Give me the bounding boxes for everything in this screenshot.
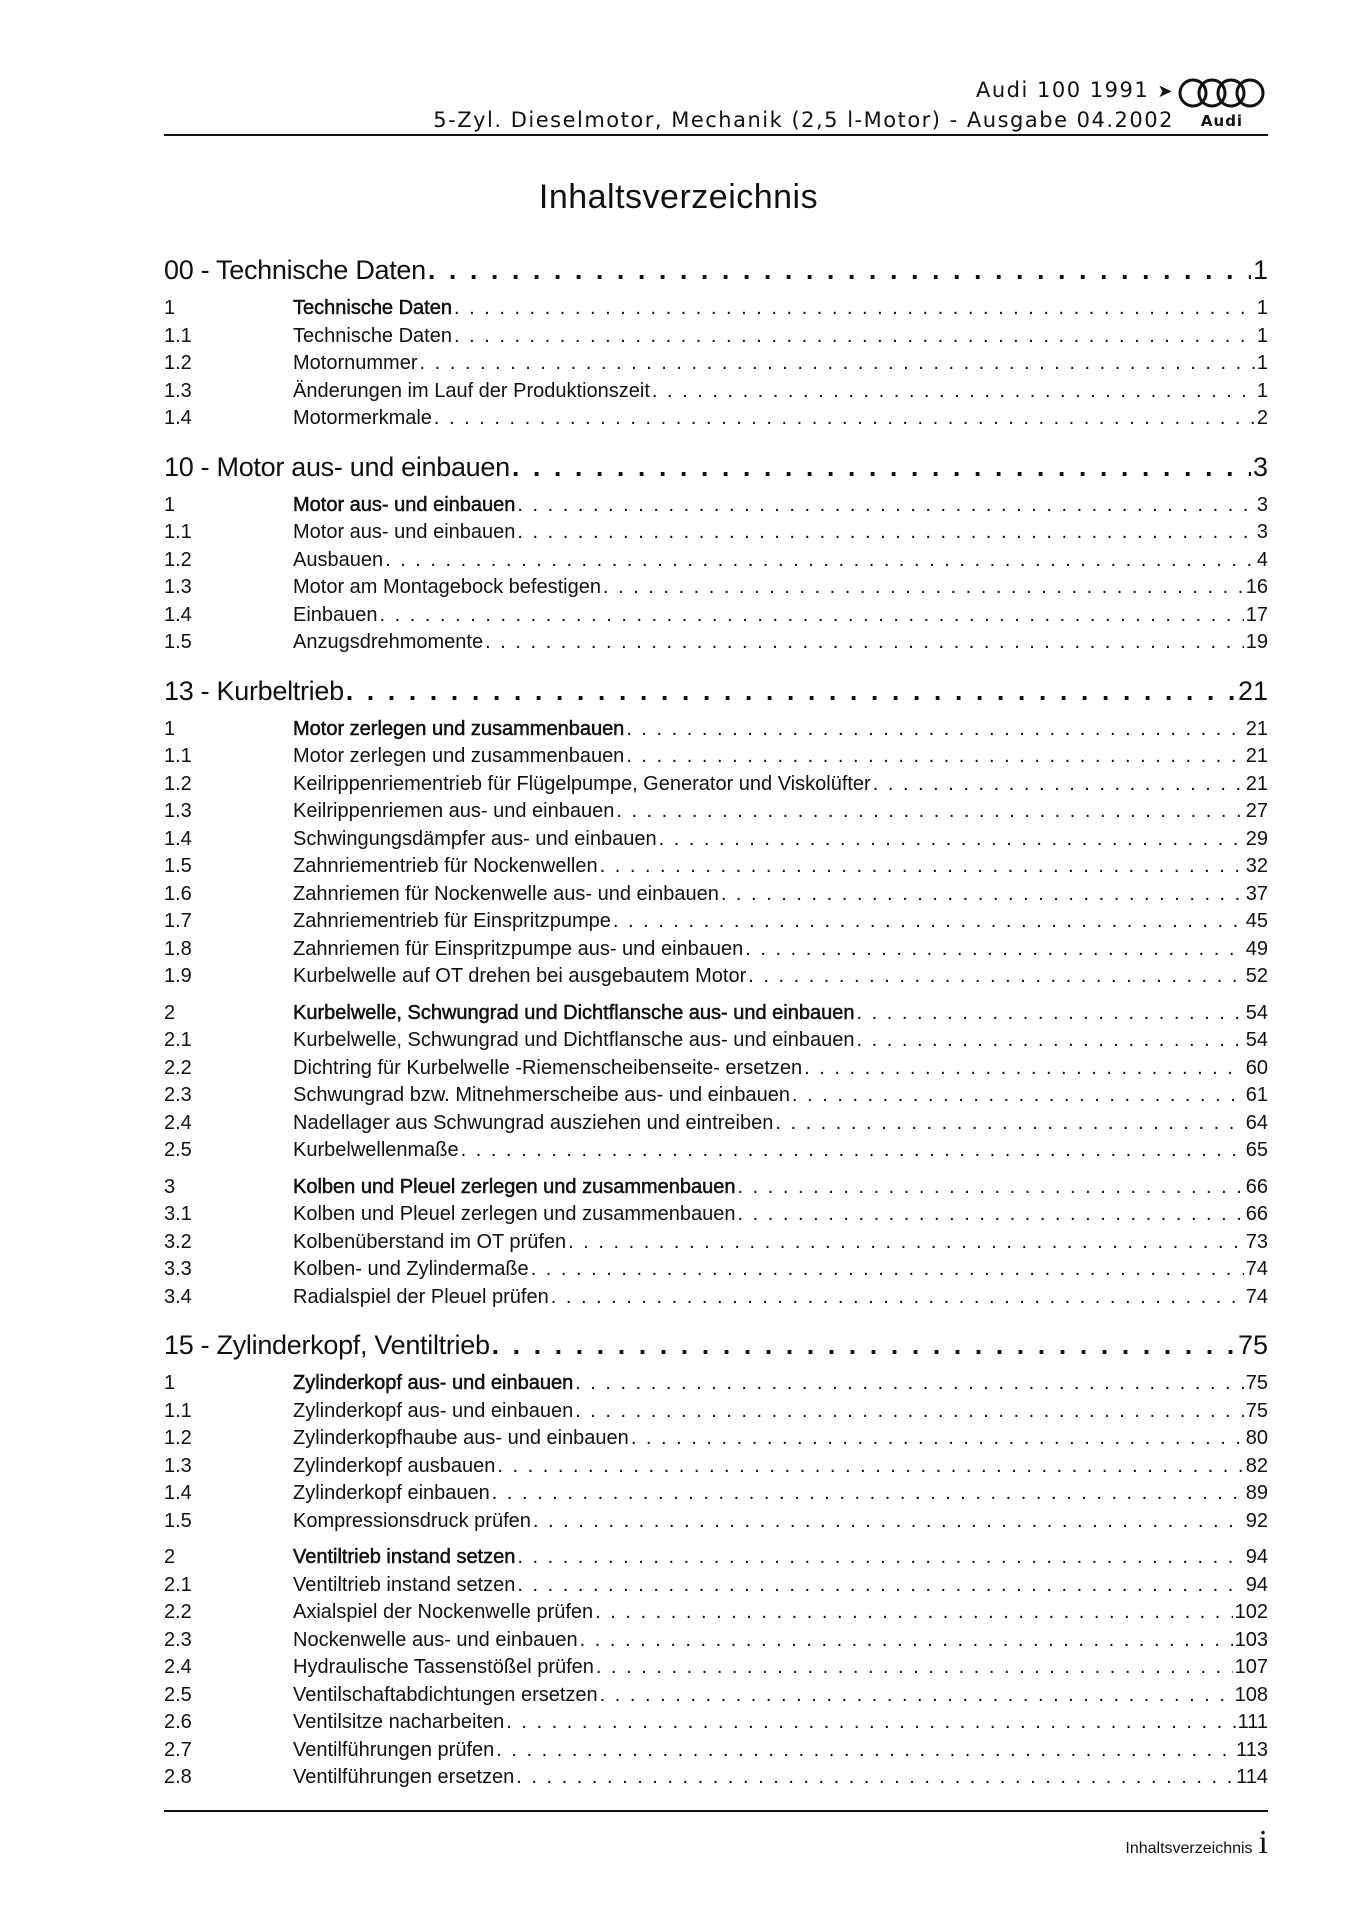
entry-title: Zylinderkopf einbauen: [293, 1482, 490, 1504]
entry-number: 2.5: [164, 1683, 192, 1706]
entry-number: 3.3: [164, 1258, 192, 1280]
toc-item[interactable]: [164, 629, 1268, 657]
entry-title: Kurbelwelle auf OT drehen bei ausgebautem Motor: [293, 965, 747, 987]
dot-leader: [461, 1137, 1244, 1165]
entry-page: 52: [1245, 965, 1268, 987]
entry-page: 3: [1256, 521, 1268, 543]
entry-page: 108: [1234, 1683, 1268, 1706]
toc-item[interactable]: [164, 1627, 1268, 1655]
toc-section-heading[interactable]: [164, 492, 1268, 520]
entry-number: 1.1: [164, 324, 192, 347]
entry-number: 3: [164, 1175, 176, 1198]
toc-section: [164, 1370, 1268, 1535]
entry-page: 54: [1245, 1001, 1268, 1024]
toc-item[interactable]: [164, 1425, 1268, 1453]
audi-logo: [1176, 78, 1268, 134]
entry-page: 60: [1245, 1056, 1268, 1079]
toc-item[interactable]: [164, 1137, 1268, 1165]
dot-leader: [485, 629, 1244, 657]
entry-title: Kolbenüberstand im OT prüfen: [293, 1230, 567, 1253]
dot-leader: [596, 1654, 1233, 1682]
entry-title: Kolben- und Zylindermaße: [293, 1258, 529, 1280]
entry-number: 1.3: [164, 1454, 192, 1477]
entry-number: 1.5: [164, 631, 192, 653]
toc-item[interactable]: [164, 602, 1268, 630]
entry-title: Ventilschaftabdichtungen ersetzen: [293, 1683, 598, 1706]
entry-title: Zahnriementrieb für Einspritzpumpe: [293, 910, 611, 932]
entry-page: 113: [1236, 1738, 1268, 1761]
entry-number: 2.7: [164, 1738, 192, 1761]
entry-number: 2.8: [164, 1766, 192, 1788]
dot-leader: [385, 547, 1255, 575]
entry-page: 80: [1245, 1427, 1268, 1449]
entry-title: Keilrippenriementrieb für Flügelpumpe, Generator und Viskolüfter: [293, 772, 871, 795]
toc-chapter: [164, 1325, 1268, 1792]
entry-number: 1.5: [164, 855, 192, 877]
dot-leader: [659, 826, 1244, 854]
dot-leader: [595, 1599, 1232, 1627]
entry-title: Kolben und Pleuel zerlegen und zusammenbauen: [293, 1175, 736, 1198]
entry-page: 65: [1245, 1139, 1268, 1161]
dot-leader: [748, 963, 1244, 991]
toc-section: [164, 716, 1268, 991]
toc-chapter: [164, 250, 1268, 433]
entry-title: Ventilsitze nacharbeiten: [293, 1711, 505, 1733]
dot-leader: [856, 1000, 1243, 1028]
toc-item[interactable]: [164, 963, 1268, 991]
entry-number: 1: [164, 297, 176, 319]
page-footer: [1125, 1826, 1268, 1860]
dot-leader: [775, 1110, 1243, 1138]
entry-title: Axialspiel der Nockenwelle prüfen: [293, 1601, 594, 1623]
footer-divider: [164, 1810, 1268, 1812]
entry-number: 2.1: [164, 1573, 192, 1596]
entry-title: Zahnriemen für Einspritzpumpe aus- und einbauen: [293, 937, 744, 960]
footer-label: Inhaltsverzeichnis: [1125, 1840, 1253, 1857]
entry-number: 3.4: [164, 1285, 192, 1308]
toc-chapter: [164, 671, 1268, 1312]
toc-item[interactable]: [164, 378, 1268, 406]
entry-number: 1.2: [164, 548, 192, 571]
entry-page: 17: [1245, 603, 1268, 626]
entry-page: 32: [1245, 855, 1268, 877]
toc-item[interactable]: [164, 1480, 1268, 1508]
toc-chapter: [164, 447, 1268, 657]
entry-page: 1: [1256, 352, 1268, 374]
toc-item[interactable]: [164, 1508, 1268, 1536]
entry-page: 21: [1245, 717, 1268, 740]
entry-page: 49: [1245, 937, 1268, 960]
entry-title: Motornummer: [293, 352, 418, 374]
entry-number: 1.2: [164, 772, 192, 795]
toc-item[interactable]: [164, 853, 1268, 881]
toc-item[interactable]: [164, 936, 1268, 964]
dot-leader: [631, 1425, 1244, 1453]
toc-item[interactable]: [164, 1110, 1268, 1138]
entry-title: Zylinderkopf ausbauen: [293, 1454, 496, 1477]
entry-title: Motor aus- und einbauen: [293, 521, 516, 543]
entry-number: 1.1: [164, 521, 192, 543]
dot-leader: [454, 295, 1255, 323]
entry-number: 1.2: [164, 1427, 192, 1449]
entry-title: Schwingungsdämpfer aus- und einbauen: [293, 827, 657, 850]
dot-leader: [496, 1737, 1234, 1765]
entry-title: 13 - Kurbeltrieb: [164, 675, 344, 706]
toc-item[interactable]: [164, 1027, 1268, 1055]
entry-title: Zahnriemen für Nockenwelle aus- und einbauen: [293, 882, 719, 905]
entry-page: 74: [1245, 1258, 1268, 1280]
entry-title: Kurbelwellenmaße: [293, 1139, 459, 1161]
toc-item[interactable]: [164, 405, 1268, 433]
entry-title: Schwungrad bzw. Mitnehmerscheibe aus- und einbauen: [293, 1084, 790, 1106]
entry-page: 111: [1237, 1711, 1268, 1733]
entry-number: 1.4: [164, 827, 192, 850]
dot-leader: [575, 1370, 1244, 1398]
entry-title: Kurbelwelle, Schwungrad und Dichtflansche aus- und einbauen: [293, 1001, 855, 1024]
dot-leader: [873, 771, 1244, 799]
entry-title: Ausbauen: [293, 548, 384, 571]
dot-leader: [551, 1284, 1244, 1312]
dot-leader: [533, 1508, 1244, 1536]
toc-chapter-heading[interactable]: [164, 671, 1268, 712]
brand-wordmark: Audi: [1200, 112, 1244, 130]
entry-number: 1: [164, 493, 176, 516]
entry-page: 114: [1236, 1766, 1268, 1788]
dot-leader: [745, 936, 1243, 964]
entry-title: 15 - Zylinderkopf, Ventiltrieb: [164, 1330, 490, 1360]
entry-page: 1: [1256, 324, 1268, 347]
audi-rings-icon: [1176, 78, 1268, 108]
toc-item[interactable]: [164, 350, 1268, 378]
entry-number: 1.6: [164, 882, 192, 905]
entry-page: 45: [1245, 910, 1268, 932]
toc-chapter-heading[interactable]: [164, 1325, 1268, 1366]
entry-title: Zylinderkopfhaube aus- und einbauen: [293, 1427, 629, 1449]
entry-number: 1.7: [164, 910, 192, 932]
toc-section-heading[interactable]: [164, 1370, 1268, 1398]
entry-page: 3: [1256, 493, 1268, 516]
header-divider: [164, 134, 1268, 136]
entry-page: 21: [1245, 772, 1268, 795]
toc-item[interactable]: [164, 574, 1268, 602]
dot-leader: [517, 519, 1255, 547]
toc-item[interactable]: [164, 1682, 1268, 1710]
entry-page: 3: [1252, 451, 1268, 482]
entry-title: 10 - Motor aus- und einbauen: [164, 451, 510, 482]
entry-number: 2.4: [164, 1111, 192, 1134]
dot-leader: [568, 1229, 1244, 1257]
toc-section: [164, 1544, 1268, 1792]
entry-number: 1: [164, 717, 176, 740]
entry-title: Ventilführungen ersetzen: [293, 1766, 515, 1788]
toc-item[interactable]: [164, 798, 1268, 826]
entry-number: 1.4: [164, 1482, 192, 1504]
dot-leader: [517, 1572, 1243, 1600]
entry-number: 2: [164, 1546, 176, 1568]
toc-item[interactable]: [164, 1737, 1268, 1765]
dot-leader: [497, 1453, 1243, 1481]
entry-number: 1.4: [164, 603, 192, 626]
vehicle-label: Audi 100 1991: [976, 78, 1150, 102]
entry-number: 2.1: [164, 1029, 192, 1051]
entry-page: 37: [1245, 882, 1268, 905]
entry-page: 103: [1234, 1628, 1268, 1651]
entry-title: Kurbelwelle, Schwungrad und Dichtflansche aus- und einbauen: [293, 1029, 855, 1051]
page-title: Inhaltsverzeichnis: [538, 178, 819, 216]
entry-page: 73: [1245, 1230, 1268, 1253]
toc-section-heading[interactable]: [164, 716, 1268, 744]
header-vehicle: [0, 78, 1174, 102]
entry-title: Anzugsdrehmomente: [293, 631, 484, 653]
dot-leader: [652, 378, 1255, 406]
toc-section-heading[interactable]: [164, 1000, 1268, 1028]
dot-leader: [419, 350, 1254, 378]
entry-page: 1: [1256, 297, 1268, 319]
toc-item[interactable]: [164, 908, 1268, 936]
dot-leader: [506, 1709, 1235, 1737]
dot-leader: [792, 1082, 1244, 1110]
entry-title: Kompressionsdruck prüfen: [293, 1509, 531, 1532]
toc-item[interactable]: [164, 771, 1268, 799]
dot-leader: [428, 250, 1251, 291]
entry-title: Kolben und Pleuel zerlegen und zusammenbauen: [293, 1203, 736, 1225]
entry-page: 82: [1245, 1454, 1268, 1477]
entry-page: 19: [1245, 631, 1268, 653]
entry-number: 2.3: [164, 1084, 192, 1106]
toc-chapter-heading[interactable]: [164, 250, 1268, 291]
toc-item[interactable]: [164, 1229, 1268, 1257]
entry-page: 75: [1237, 1330, 1268, 1360]
toc-item[interactable]: [164, 1055, 1268, 1083]
toc-item[interactable]: [164, 1572, 1268, 1600]
toc-item[interactable]: [164, 1599, 1268, 1627]
entry-number: 1.4: [164, 407, 192, 429]
toc-item[interactable]: [164, 547, 1268, 575]
toc-item[interactable]: [164, 1654, 1268, 1682]
toc-item[interactable]: [164, 1709, 1268, 1737]
toc-item[interactable]: [164, 1398, 1268, 1426]
entry-number: 2.6: [164, 1711, 192, 1733]
toc-section-heading[interactable]: [164, 295, 1268, 323]
entry-page: 66: [1245, 1175, 1268, 1198]
dot-leader: [804, 1055, 1244, 1083]
entry-page: 92: [1245, 1509, 1268, 1532]
entry-number: 1: [164, 1372, 176, 1394]
entry-title: Ventilführungen prüfen: [293, 1738, 495, 1761]
footer-page-number: i: [1258, 1824, 1268, 1861]
entry-page: 64: [1245, 1111, 1268, 1134]
entry-page: 1: [1256, 379, 1268, 402]
dot-leader: [626, 716, 1243, 744]
toc-section: [164, 1000, 1268, 1165]
toc-chapter-heading[interactable]: [164, 447, 1268, 488]
entry-page: 21: [1237, 675, 1268, 706]
entry-title: Änderungen im Lauf der Produktionszeit: [293, 379, 650, 402]
entry-page: 54: [1245, 1029, 1268, 1051]
toc-item[interactable]: [164, 826, 1268, 854]
toc-section-heading[interactable]: [164, 1544, 1268, 1572]
entry-number: 1.3: [164, 800, 192, 822]
entry-page: 2: [1256, 407, 1268, 429]
entry-title: Motor am Montagebock befestigen: [293, 576, 601, 598]
entry-number: 3.1: [164, 1203, 192, 1225]
dot-leader: [516, 1764, 1234, 1792]
toc-item[interactable]: [164, 323, 1268, 351]
dot-leader: [613, 908, 1244, 936]
entry-title: Ventiltrieb instand setzen: [293, 1573, 516, 1596]
dot-leader: [738, 1174, 1244, 1202]
dot-leader: [575, 1398, 1244, 1426]
entry-page: 66: [1245, 1203, 1268, 1225]
entry-page: 29: [1245, 827, 1268, 850]
dot-leader: [517, 1544, 1243, 1572]
dot-leader: [856, 1027, 1243, 1055]
dot-leader: [434, 405, 1255, 433]
dot-leader: [600, 1682, 1233, 1710]
entry-number: 1.5: [164, 1509, 192, 1532]
entry-number: 1.3: [164, 379, 192, 402]
entry-title: Motor zerlegen und zusammenbauen: [293, 745, 625, 767]
entry-page: 75: [1245, 1399, 1268, 1422]
dot-leader: [603, 574, 1244, 602]
toc-item[interactable]: [164, 1764, 1268, 1792]
entry-number: 1.8: [164, 937, 192, 960]
entry-page: 75: [1245, 1372, 1268, 1394]
entry-page: 21: [1245, 745, 1268, 767]
dot-leader: [600, 853, 1244, 881]
entry-page: 27: [1245, 800, 1268, 822]
entry-page: 94: [1245, 1546, 1268, 1568]
entry-number: 2: [164, 1001, 176, 1024]
entry-number: 2.5: [164, 1139, 192, 1161]
dot-leader: [492, 1480, 1244, 1508]
entry-title: Technische Daten: [293, 297, 452, 319]
entry-title: Einbauen: [293, 603, 378, 626]
dot-leader: [380, 602, 1244, 630]
entry-page: 102: [1234, 1601, 1268, 1623]
entry-number: 2.2: [164, 1601, 192, 1623]
toc-section-heading[interactable]: [164, 1174, 1268, 1202]
entry-title: Motormerkmale: [293, 407, 432, 429]
entry-title: Keilrippenriemen aus- und einbauen: [293, 800, 615, 822]
table-of-contents: [164, 250, 1268, 1806]
entry-number: 2.3: [164, 1628, 192, 1651]
dot-leader: [517, 492, 1255, 520]
entry-title: Zylinderkopf aus- und einbauen: [293, 1372, 574, 1394]
entry-page: 16: [1245, 576, 1268, 598]
entry-title: Zahnriementrieb für Nockenwellen: [293, 855, 598, 877]
dot-leader: [721, 881, 1244, 909]
toc-item[interactable]: [164, 519, 1268, 547]
dot-leader: [454, 323, 1255, 351]
entry-title: Dichtring für Kurbelwelle -Riemenscheibenseite- ersetzen: [293, 1056, 803, 1079]
dot-leader: [580, 1627, 1233, 1655]
toc-item[interactable]: [164, 743, 1268, 771]
toc-item[interactable]: [164, 1284, 1268, 1312]
entry-title: 00 - Technische Daten: [164, 255, 426, 285]
entry-page: 74: [1245, 1285, 1268, 1308]
toc-item[interactable]: [164, 881, 1268, 909]
entry-number: 2.4: [164, 1656, 192, 1678]
toc-section: [164, 295, 1268, 433]
entry-number: 2.2: [164, 1056, 192, 1079]
dot-leader: [626, 743, 1243, 771]
toc-item[interactable]: [164, 1201, 1268, 1229]
entry-page: 94: [1245, 1573, 1268, 1596]
entry-title: Motor zerlegen und zusammenbauen: [293, 717, 625, 740]
entry-number: 3.2: [164, 1230, 192, 1253]
entry-title: Hydraulische Tassenstößel prüfen: [293, 1656, 594, 1678]
toc-item[interactable]: [164, 1453, 1268, 1481]
entry-number: 1.1: [164, 1399, 192, 1422]
toc-section: [164, 1174, 1268, 1312]
dot-leader: [616, 798, 1243, 826]
entry-page: 61: [1245, 1084, 1268, 1106]
header-subtitle: 5-Zyl. Dieselmotor, Mechanik (2,5 l-Motor) - Ausgabe 04.2002: [433, 108, 1174, 132]
dot-leader: [346, 671, 1236, 712]
entry-page: 89: [1245, 1482, 1268, 1504]
entry-number: 1.1: [164, 745, 192, 767]
dot-leader: [512, 447, 1251, 488]
entry-title: Ventiltrieb instand setzen: [293, 1546, 516, 1568]
entry-title: Nadellager aus Schwungrad ausziehen und eintreiben: [293, 1111, 774, 1134]
toc-item[interactable]: [164, 1256, 1268, 1284]
entry-number: 1.3: [164, 576, 192, 598]
entry-title: Technische Daten: [293, 324, 452, 347]
entry-title: Radialspiel der Pleuel prüfen: [293, 1285, 549, 1308]
dot-leader: [531, 1256, 1244, 1284]
arrow-right-icon: ➤: [1157, 81, 1174, 102]
toc-item[interactable]: [164, 1082, 1268, 1110]
entry-title: Motor aus- und einbauen: [293, 493, 516, 516]
entry-page: 1: [1252, 255, 1268, 285]
entry-page: 4: [1256, 548, 1268, 571]
dot-leader: [738, 1201, 1244, 1229]
entry-page: 107: [1234, 1656, 1268, 1678]
entry-number: 1.9: [164, 965, 192, 987]
entry-title: Zylinderkopf aus- und einbauen: [293, 1399, 574, 1422]
entry-number: 1.2: [164, 352, 192, 374]
toc-section: [164, 492, 1268, 657]
dot-leader: [492, 1325, 1236, 1366]
entry-title: Nockenwelle aus- und einbauen: [293, 1628, 578, 1651]
